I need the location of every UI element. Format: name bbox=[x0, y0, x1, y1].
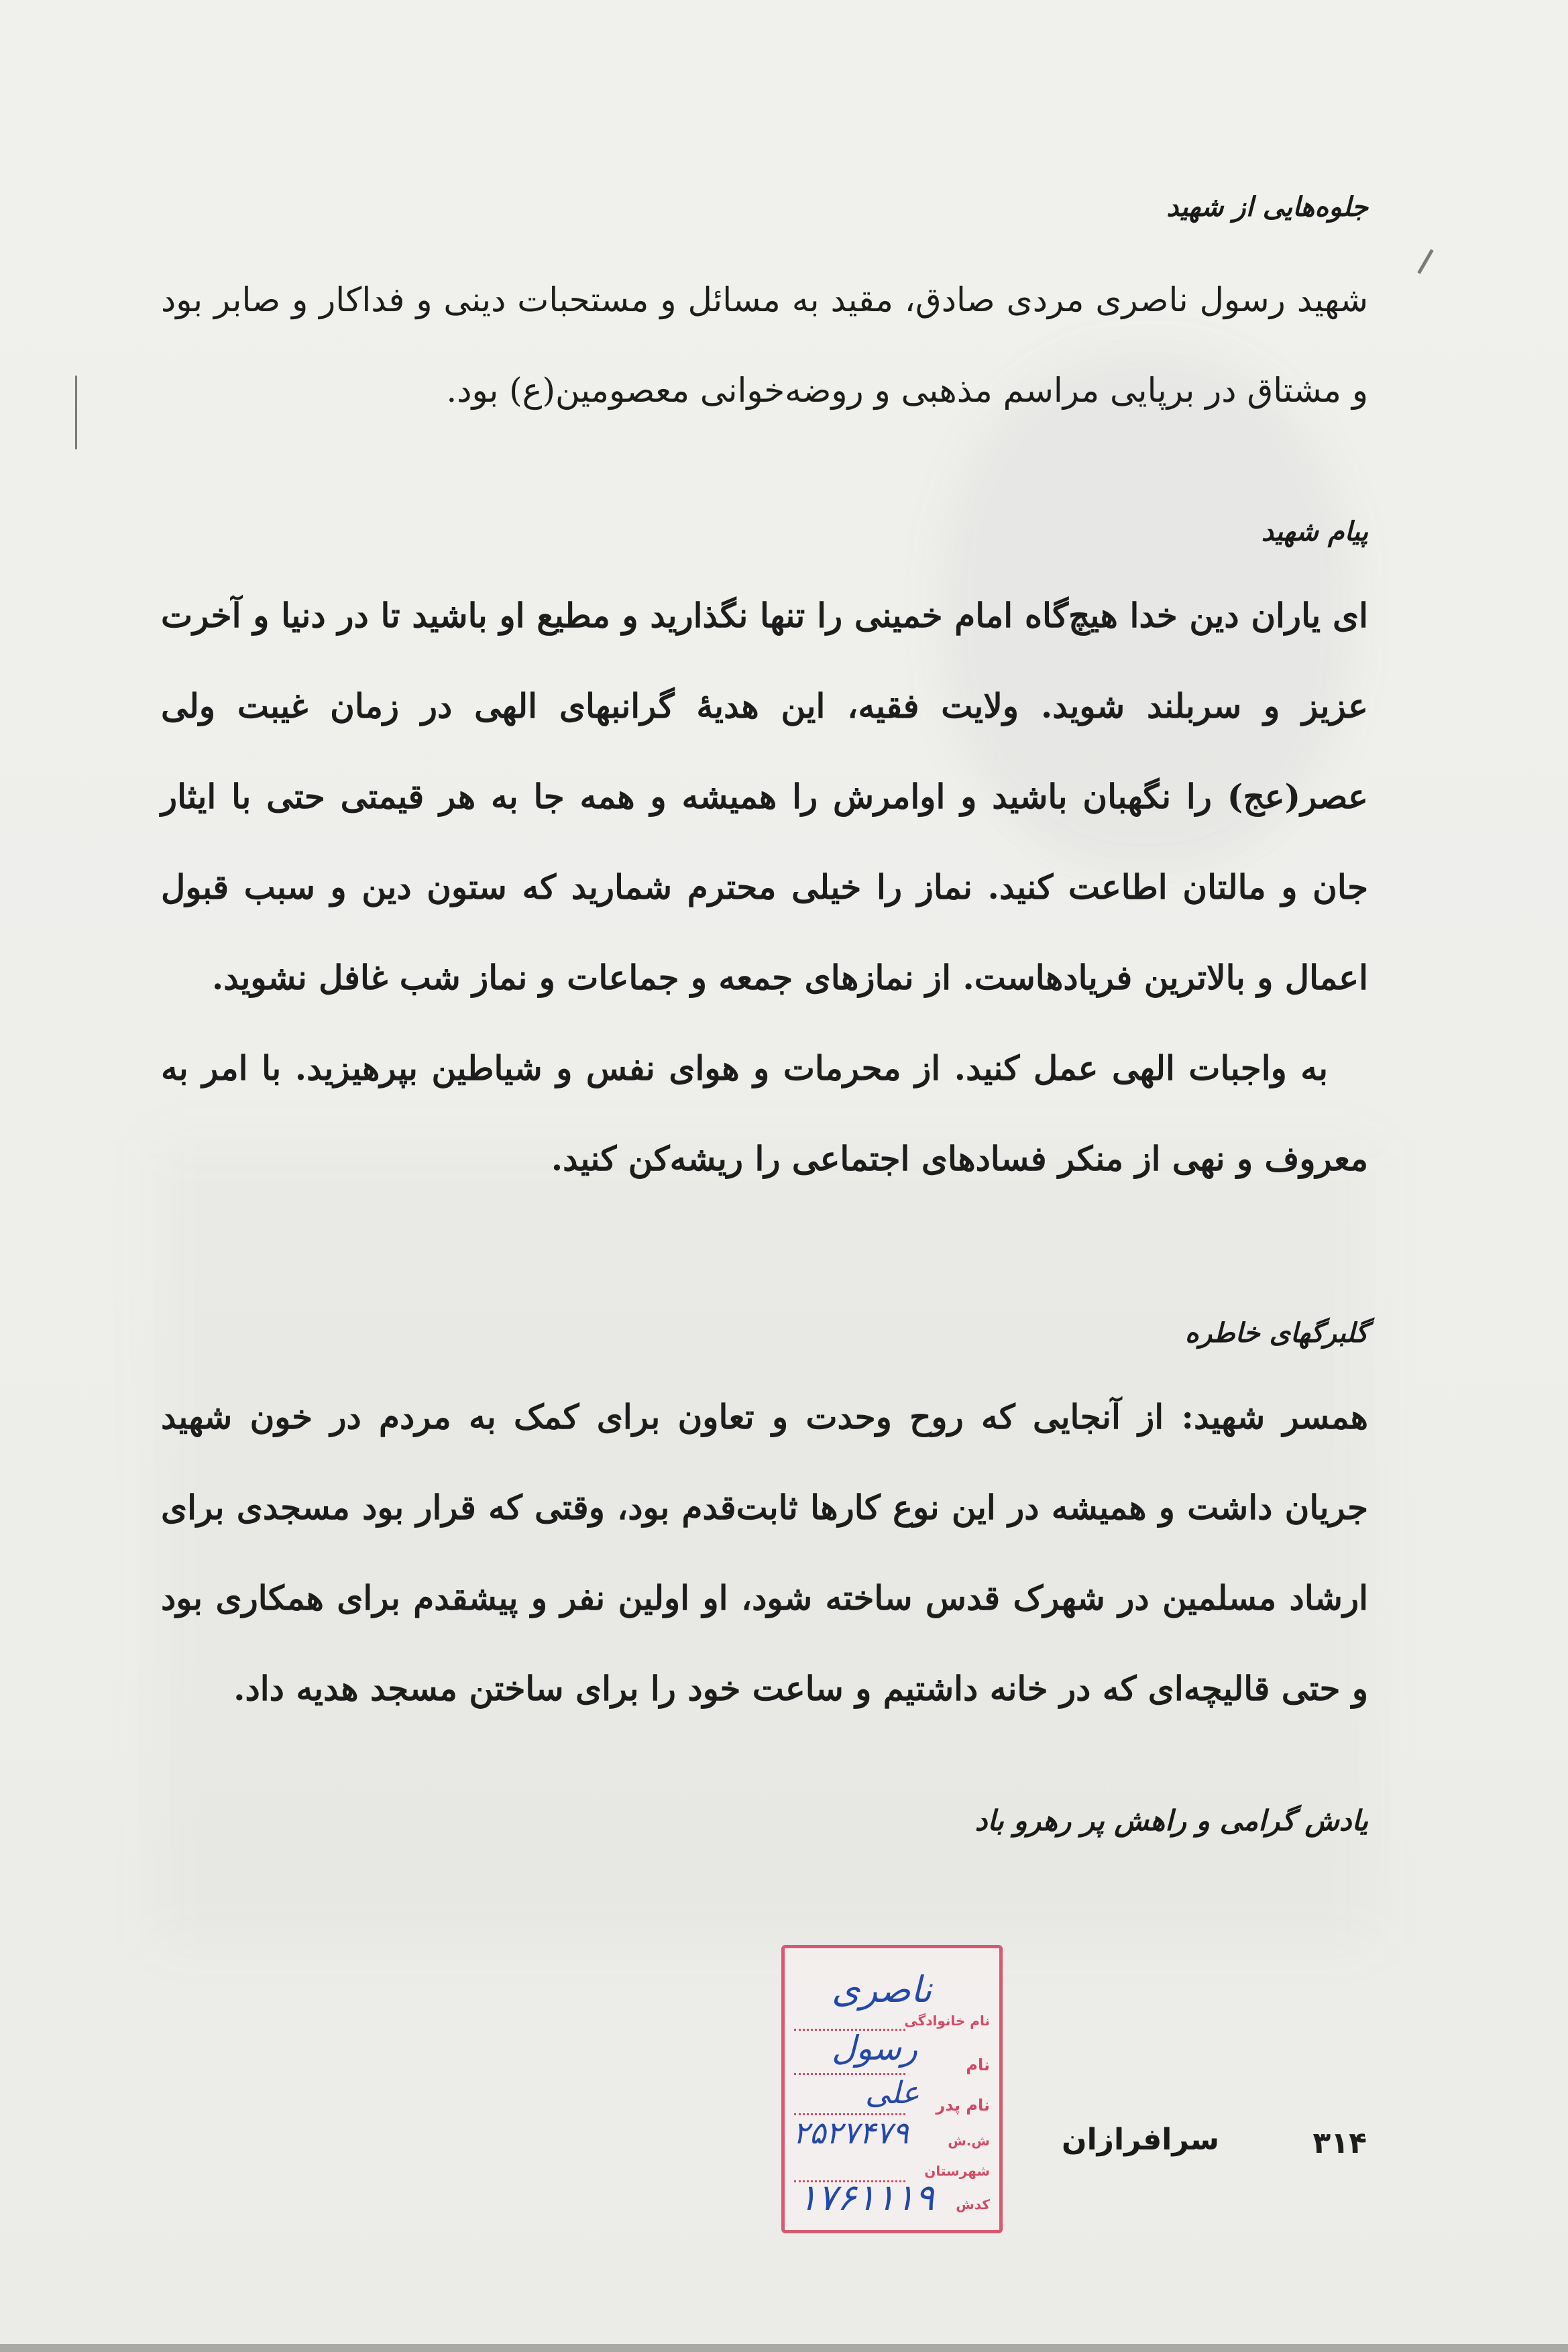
glimpses-block bbox=[161, 255, 1368, 436]
heading-memories: گلبرگهای خاطره bbox=[1184, 1318, 1368, 1349]
message-paragraph-1: ای یاران دین خدا هیچ‌گاه امام خمینی را تنها نگذارید و مطیع او باشید تا در دنیا و آخرت عزیز و سربلند شوید. ولایت فقیه، این هدیهٔ گرانبهای الهی در زمان غیبت ولی عصر(عج) را نگهبان باشید و اوامرش را همیشه و همه جا به هر قیمتی حتی با ایثار جان و مالتان اطاعت کنید. نماز را خیلی محترم شمارید که ستون دین و سبب قبول اعمال و بالاترین فریادهاست. از نمازهای جمعه و جماعات و نماز شب غافل نشوید. bbox=[161, 596, 1368, 997]
heading-message: پیام شهید bbox=[1261, 516, 1368, 547]
stamp-value-code: ۱۷۶۱۱۱۹ bbox=[798, 2176, 935, 2219]
margin-line bbox=[75, 376, 77, 449]
stamp-label-id: ش.ش bbox=[948, 2133, 990, 2149]
stamp-label-code: کدش bbox=[956, 2196, 990, 2213]
page-number: ۳۱۴ bbox=[1312, 2126, 1367, 2160]
scan-edge bbox=[0, 2344, 1568, 2352]
message-paragraph-2: به واجبات الهی عمل کنید. از محرمات و هوای نفس و شیاطین بپرهیزید. با امر به معروف و نهی از منکر فسادهای اجتماعی را ریشه‌کن کنید. bbox=[161, 1048, 1368, 1178]
archive-stamp bbox=[781, 1945, 1003, 2233]
stamp-value-name: رسول bbox=[832, 2029, 918, 2068]
heading-glimpses: جلوه‌هایی از شهید bbox=[1166, 192, 1368, 223]
stamp-value-id: ۲۵۲۷۴۷۹ bbox=[793, 2115, 909, 2151]
stamp-label-city: شهرستان bbox=[924, 2163, 990, 2179]
memories-block bbox=[161, 1371, 1368, 1734]
margin-tick bbox=[1417, 249, 1433, 274]
closing-line: یادش گرامی و راهش پر رهرو باد bbox=[974, 1804, 1368, 1837]
stamp-value-surname: ناصری bbox=[832, 1968, 932, 2011]
book-title: سرافرازان bbox=[1062, 2123, 1219, 2157]
stamp-label-father: نام پدر bbox=[936, 2096, 990, 2115]
stamp-label-surname: نام خانوادگی bbox=[904, 2013, 990, 2029]
glimpses-paragraph: شهید رسول ناصری مردی صادق، مقید به مسائل و مستحبات دینی و فداکار و صابر بود و مشتاق در برپایی مراسم مذهبی و روضه‌خوانی معصومین(ع) بود. bbox=[161, 280, 1368, 410]
memories-paragraph: همسر شهید: از آنجایی که روح وحدت و تعاون برای کمک به مردم در خون شهید جریان داشت و همیشه در این نوع کارها ثابت‌قدم بود، وقتی که قرار بود مسجدی برای ارشاد مسلمین در شهرک قدس ساخته شود، او اولین نفر و پیشقدم برای همکاری بود و حتی قالیچه‌ای که در خانه داشتیم و ساعت خود را برای ساختن مسجد هدیه داد. bbox=[161, 1397, 1368, 1708]
message-block bbox=[161, 570, 1368, 1204]
stamp-value-father: علی bbox=[865, 2074, 920, 2111]
stamp-label-name: نام bbox=[966, 2056, 990, 2074]
